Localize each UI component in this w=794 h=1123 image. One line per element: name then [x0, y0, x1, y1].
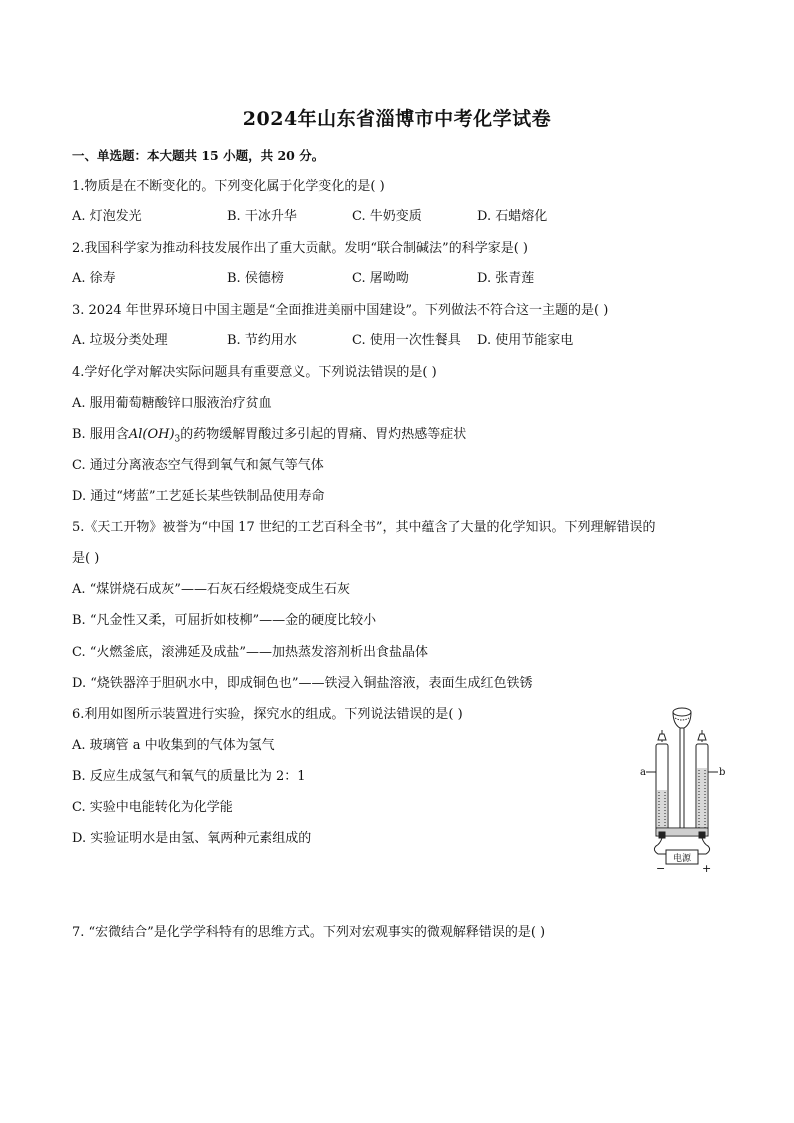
- page-title: 2024年山东省淄博市中考化学试卷: [242, 108, 552, 130]
- question-1-stem: 1.物质是在不断变化的。下列变化属于化学变化的是( ): [72, 179, 385, 194]
- q3-option-b[interactable]: B. 节约用水: [227, 333, 297, 348]
- q3-option-a[interactable]: A. 垃圾分类处理: [72, 333, 168, 348]
- positive-terminal-label: +: [702, 862, 712, 875]
- question-7-stem: 7. “宏微结合”是化学学科特有的思维方式。下列对宏观事实的微观解释错误的是( ): [72, 925, 546, 940]
- power-source-label: 电源: [672, 854, 692, 864]
- q6-option-a[interactable]: A. 玻璃管 a 中收集到的气体为氢气: [72, 738, 275, 753]
- question-5-stem-line1: 5.《天工开物》被誉为“中国 17 世纪的工艺百科全书”，其中蕴含了大量的化学知识。下列理解错误的: [72, 520, 656, 535]
- tube-label-a: a: [640, 767, 646, 778]
- q4-option-b[interactable]: [72, 426, 466, 449]
- q6-option-b[interactable]: B. 反应生成氢气和氧气的质量比为 2：1: [72, 769, 306, 784]
- q4-formula-subscript: 3: [174, 434, 181, 445]
- q1-option-a[interactable]: A. 灯泡发光: [72, 209, 142, 224]
- q2-option-b[interactable]: B. 侯德榜: [227, 271, 284, 286]
- q3-option-d[interactable]: D. 使用节能家电: [477, 333, 574, 348]
- question-6-stem: 6.利用如图所示装置进行实验，探究水的组成。下列说法错误的是( ): [72, 707, 463, 722]
- question-2-stem: 2.我国科学家为推动科技发展作出了重大贡献。发明“联合制碱法”的科学家是( ): [72, 241, 528, 256]
- q6-option-d[interactable]: D. 实验证明水是由氢、氧两种元素组成的: [72, 831, 312, 846]
- question-4-stem: 4.学好化学对解决实际问题具有重要意义。下列说法错误的是( ): [72, 365, 437, 380]
- question-3-stem: 3. 2024 年世界环境日中国主题是“全面推进美丽中国建设”。下列做法不符合这一主题的是( ): [72, 303, 609, 318]
- tube-label-b: b: [719, 767, 726, 778]
- q1-option-b[interactable]: B. 干冰升华: [227, 209, 297, 224]
- q1-option-c[interactable]: C. 牛奶变质: [352, 209, 422, 224]
- q5-option-a[interactable]: A. “煤饼烧石成灰”——石灰石经煅烧变成生石灰: [72, 582, 350, 597]
- q5-option-b[interactable]: B. “凡金性又柔，可屈折如枝柳”——金的硬度比较小: [72, 613, 377, 628]
- q6-option-c[interactable]: C. 实验中电能转化为化学能: [72, 800, 233, 815]
- q4-option-c[interactable]: C. 通过分离液态空气得到氧气和氮气等气体: [72, 458, 324, 473]
- q5-option-d[interactable]: D. “烧铁器淬于胆矾水中，即成铜色也”——铁浸入铜盐溶液，表面生成红色铁锈: [72, 676, 533, 691]
- q3-option-c[interactable]: C. 使用一次性餐具: [352, 333, 461, 348]
- q2-option-d[interactable]: D. 张青莲: [477, 271, 535, 286]
- section-heading: 一、单选题：本大题共 15 小题，共 20 分。: [72, 148, 325, 163]
- q4-option-b-prefix: B. 服用含: [72, 427, 129, 442]
- q5-option-c[interactable]: C. “火燃釜底，滚沸延及成盐”——加热蒸发溶剂析出食盐晶体: [72, 645, 429, 660]
- q4-option-b-rest: 的药物缓解胃酸过多引起的胃痛、胃灼热感等症状: [180, 427, 467, 442]
- q2-option-c[interactable]: C. 屠呦呦: [352, 271, 409, 286]
- q4-option-a[interactable]: A. 服用葡萄糖酸锌口服液治疗贫血: [72, 396, 272, 411]
- q2-option-a[interactable]: A. 徐寿: [72, 271, 116, 286]
- q1-option-d[interactable]: D. 石蜡熔化: [477, 209, 548, 224]
- q4-formula: Al(OH): [128, 427, 175, 442]
- q4-option-d[interactable]: D. 通过“烤蓝”工艺延长某些铁制品使用寿命: [72, 489, 325, 504]
- question-5-stem-line2: 是( ): [72, 551, 100, 566]
- negative-terminal-label: −: [656, 862, 666, 875]
- electrolysis-apparatus-figure: [636, 704, 728, 876]
